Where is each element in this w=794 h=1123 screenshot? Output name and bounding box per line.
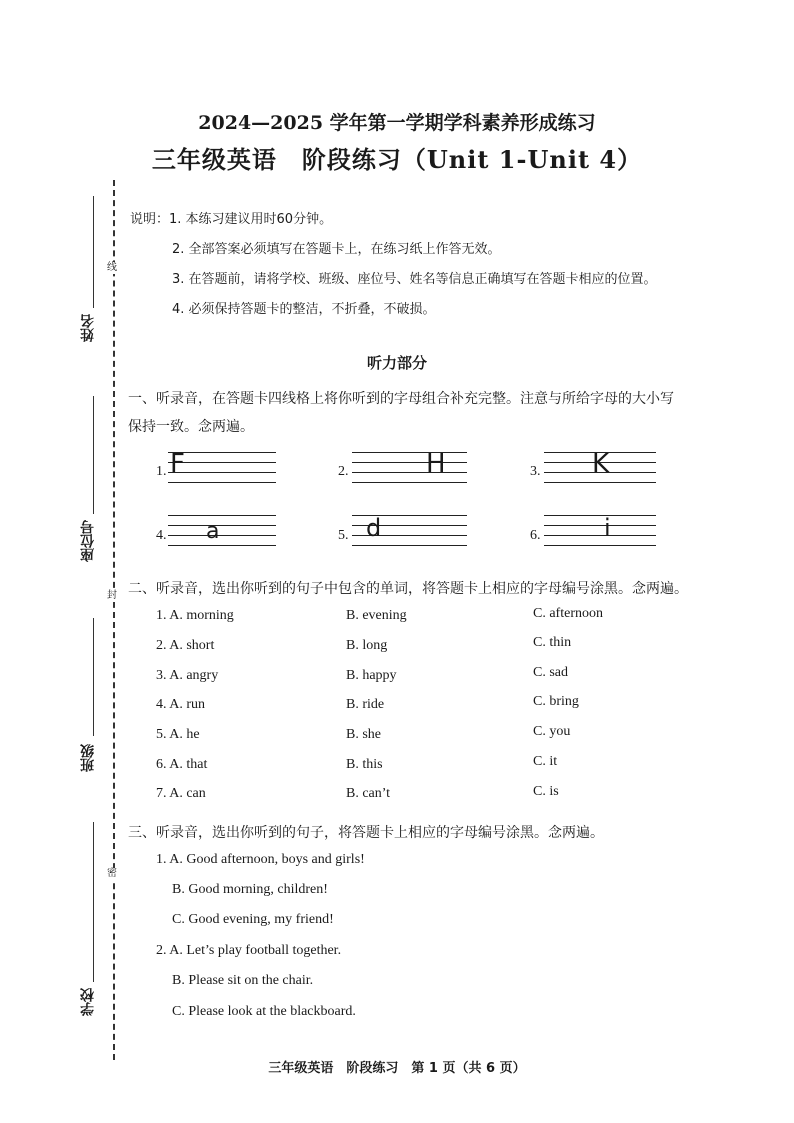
- option-b: B. evening: [346, 608, 407, 623]
- option-a: 1. A. morning: [156, 608, 234, 623]
- page-footer: 三年级英语 阶段练习 第 1 页（共 6 页）: [268, 1061, 526, 1076]
- grid-num: 1.: [156, 464, 167, 479]
- option-a: 2. A. short: [156, 638, 215, 653]
- given-letter: K: [592, 449, 610, 479]
- given-letter: a: [206, 519, 220, 544]
- sentence-option: C. Good evening, my friend!: [172, 912, 334, 927]
- part2-instruction: 二、听录音，选出你听到的句子中包含的单词，将答题卡上相应的字母编号涂黑。念两遍。: [128, 581, 688, 597]
- grid-num: 4.: [156, 528, 167, 543]
- option-a: 7. A. can: [156, 786, 206, 801]
- note-1: 说明：1. 本练习建议用时60分钟。: [130, 212, 333, 227]
- option-a: 6. A. that: [156, 757, 208, 772]
- class-label: 班级: [80, 744, 96, 772]
- four-line-grid: [352, 515, 467, 545]
- binding-dashed-line: [113, 180, 115, 1060]
- name-write-line: [93, 196, 94, 308]
- part1-instruction-cont: 保持一致。念两遍。: [128, 419, 254, 435]
- seal-mark-seal: 封: [107, 590, 117, 601]
- option-b: B. this: [346, 757, 383, 772]
- four-line-grid: [544, 449, 656, 482]
- given-letter: H: [426, 449, 446, 479]
- grid-num: 2.: [338, 464, 349, 479]
- name-label: 姓名: [80, 314, 96, 342]
- note-3: 3. 在答题前，请将学校、班级、座位号、姓名等信息正确填写在答题卡相应的位置。: [172, 272, 657, 287]
- four-line-grid: [352, 449, 467, 482]
- option-a: 3. A. angry: [156, 668, 219, 683]
- sentence-option: B. Good morning, children!: [172, 882, 328, 897]
- part3-instruction: 三、听录音，选出你听到的句子，将答题卡上相应的字母编号涂黑。念两遍。: [128, 825, 604, 841]
- school-label: 学校: [80, 988, 96, 1016]
- seal-mark-line: 线: [107, 262, 117, 273]
- exam-subtitle: 三年级英语 阶段练习（Unit 1-Unit 4）: [151, 145, 643, 174]
- given-letter: d: [366, 514, 382, 542]
- option-a: 4. A. run: [156, 697, 205, 712]
- option-c: C. afternoon: [533, 606, 603, 621]
- seal-mark-secret: 密: [107, 868, 117, 879]
- section-title-listening: 听力部分: [366, 354, 427, 372]
- option-c: C. thin: [533, 635, 572, 650]
- option-c: C. it: [533, 754, 558, 769]
- grid-num: 6.: [530, 528, 541, 543]
- note-4: 4. 必须保持答题卡的整洁，不折叠，不破损。: [172, 302, 436, 317]
- grid-num: 3.: [530, 464, 541, 479]
- sentence-option: 2. A. Let’s play football together.: [156, 943, 342, 958]
- sentence-option: B. Please sit on the chair.: [172, 973, 314, 988]
- option-b: B. long: [346, 638, 388, 653]
- four-line-grid: [544, 515, 656, 545]
- exam-title: 2024—2025 学年第一学期学科素养形成练习: [198, 112, 596, 134]
- option-c: C. is: [533, 784, 559, 799]
- option-c: C. bring: [533, 694, 579, 709]
- class-write-line: [93, 618, 94, 736]
- sentence-option: C. Please look at the blackboard.: [172, 1004, 356, 1019]
- grid-num: 5.: [338, 528, 349, 543]
- option-b: B. can’t: [346, 786, 391, 801]
- option-c: C. you: [533, 724, 571, 739]
- four-line-grid: [168, 515, 276, 545]
- seat-write-line: [93, 396, 94, 514]
- option-a: 5. A. he: [156, 727, 200, 742]
- sentence-option: 1. A. Good afternoon, boys and girls!: [156, 852, 365, 867]
- option-c: C. sad: [533, 665, 568, 680]
- option-b: B. happy: [346, 668, 397, 683]
- school-write-line: [93, 822, 94, 982]
- four-line-grid: [168, 449, 276, 482]
- given-letter: i: [604, 514, 611, 542]
- option-b: B. ride: [346, 697, 385, 712]
- given-letter: F: [170, 449, 185, 479]
- part1-instruction: 一、听录音，在答题卡四线格上将你听到的字母组合补充完整。注意与所给字母的大小写: [128, 391, 674, 407]
- option-b: B. she: [346, 727, 381, 742]
- seat-label: 座位号: [80, 520, 96, 562]
- note-2: 2. 全部答案必须填写在答题卡上，在练习纸上作答无效。: [172, 242, 501, 257]
